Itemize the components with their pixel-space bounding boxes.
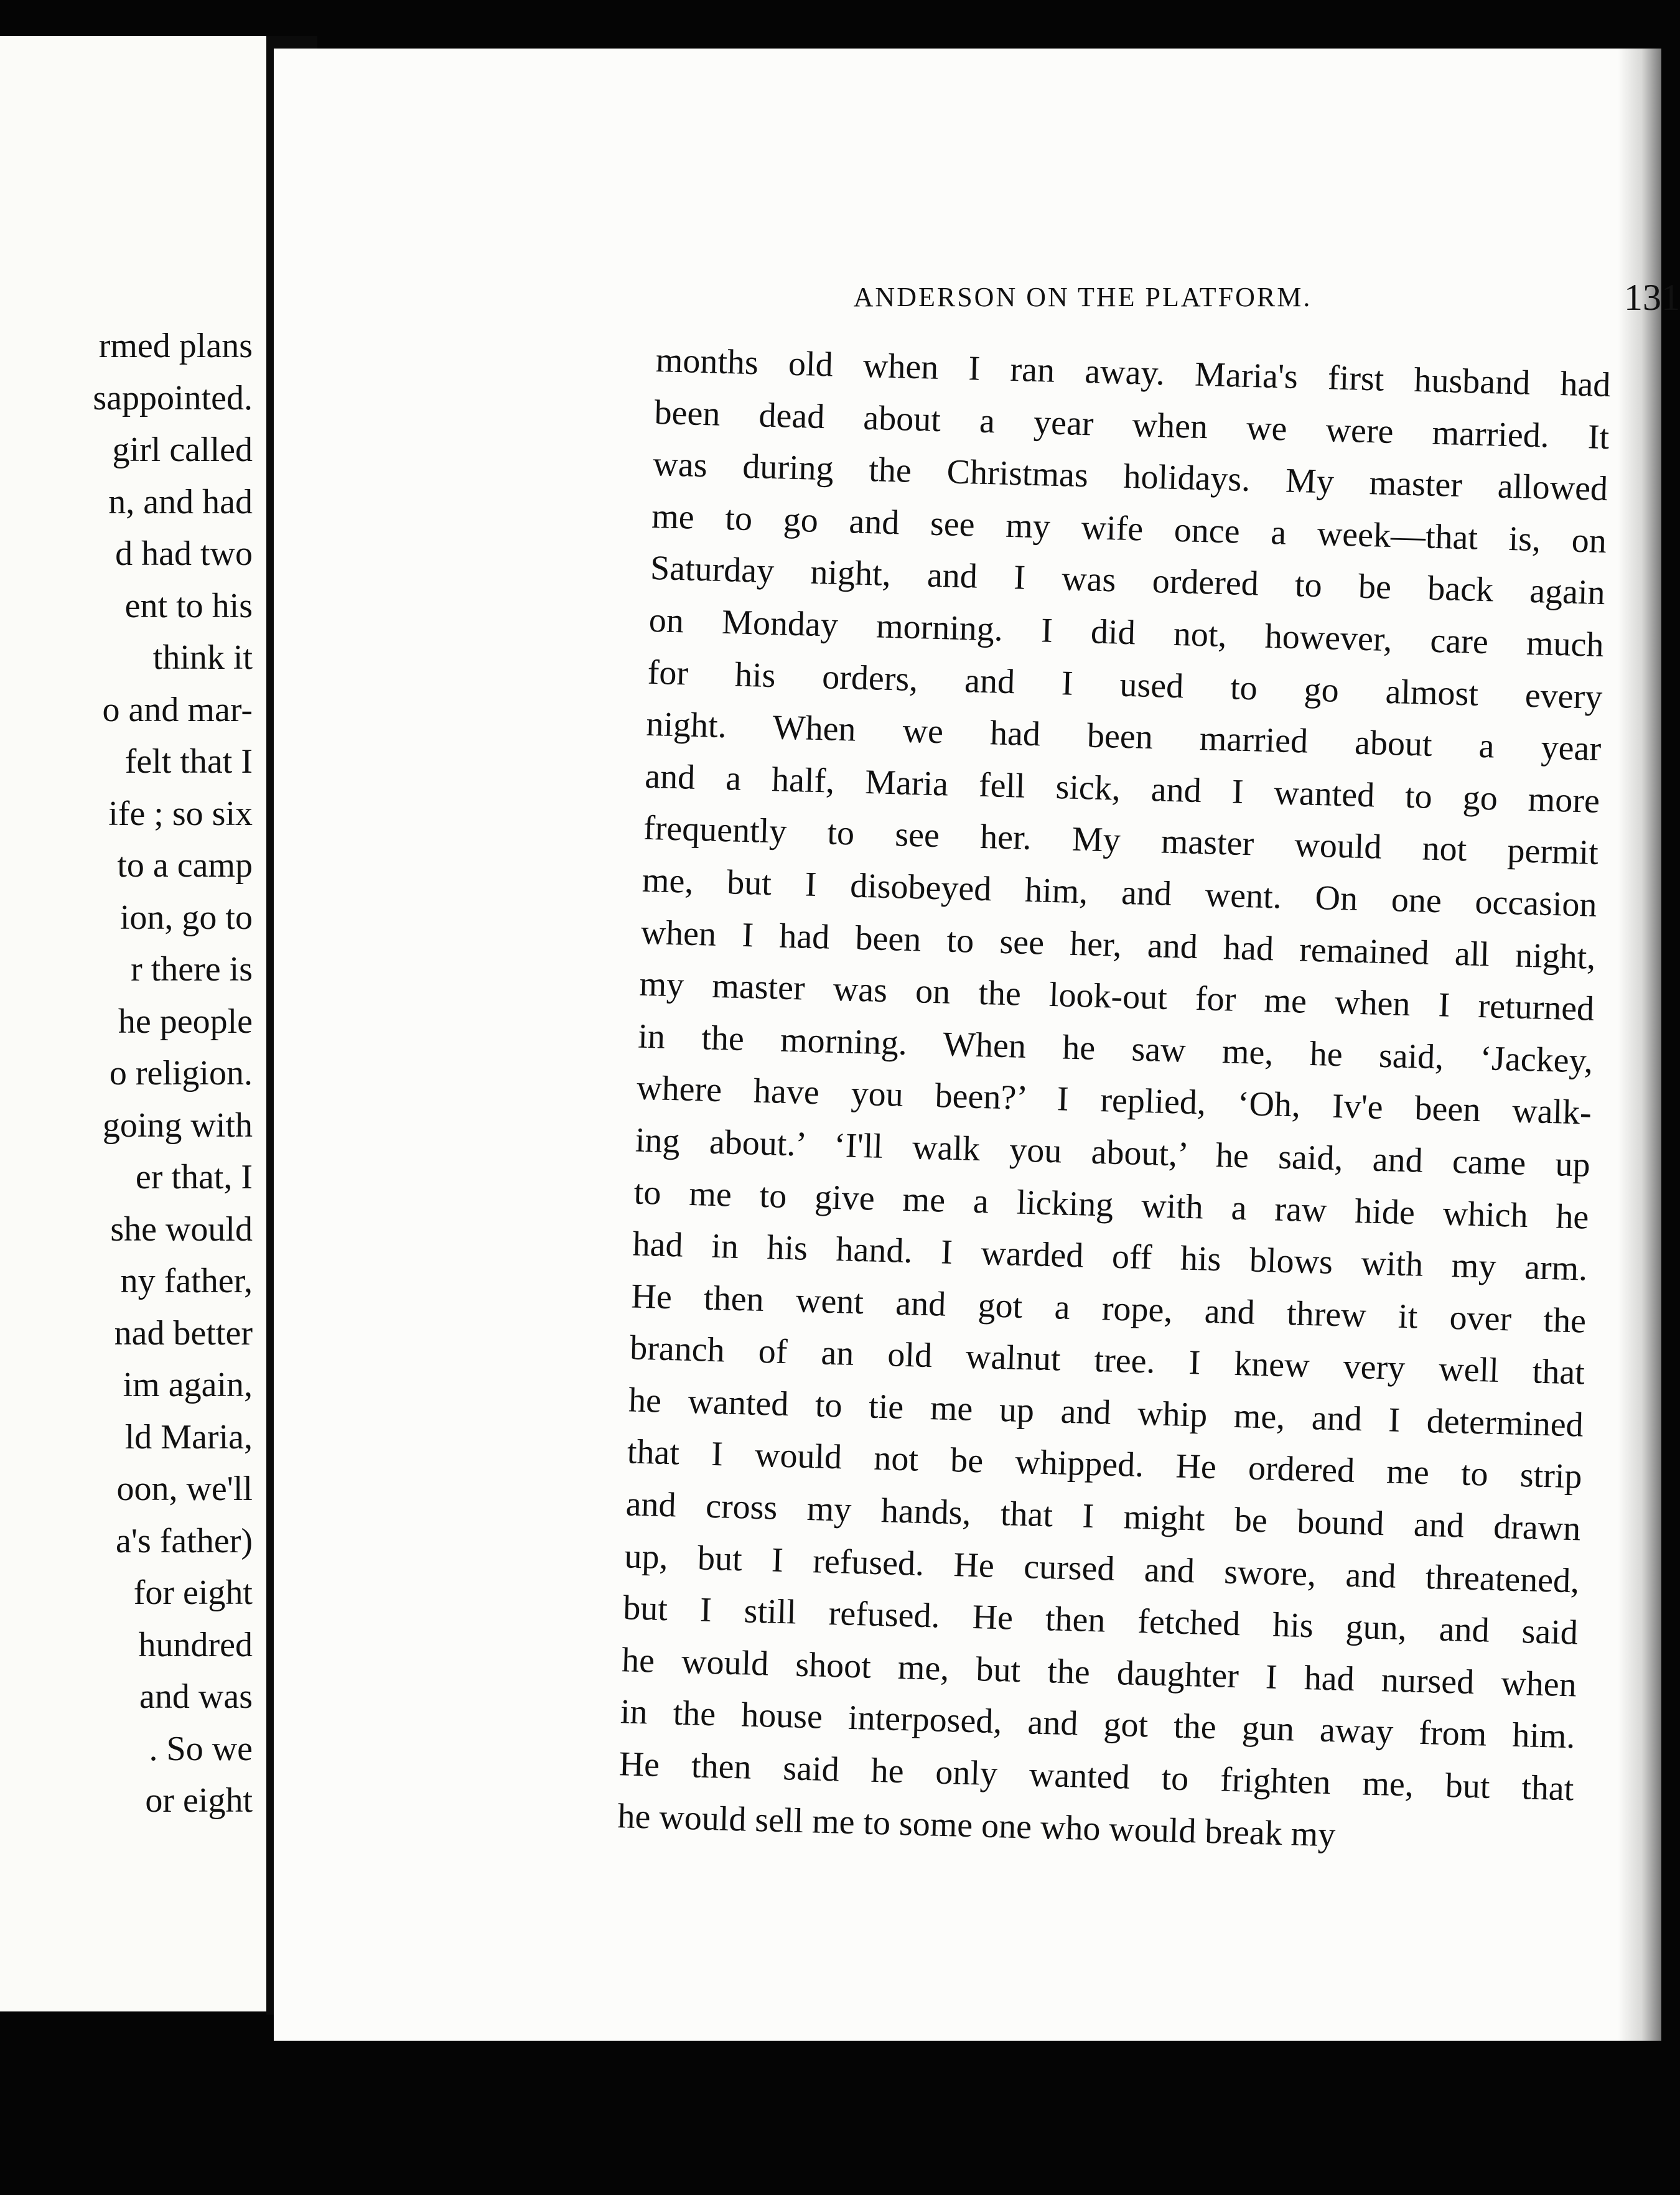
body-text-line: but I still refused. He then fetched his gun, and said (622, 1588, 1579, 1652)
body-text-line: he would shoot me, but the daughter I had nursed when (621, 1641, 1577, 1705)
body-text-line: on Monday morning. I did not, however, care much (648, 600, 1605, 664)
body-text-line: branch of an old walnut tree. I knew very well that (629, 1328, 1585, 1392)
right-page (274, 49, 1680, 2046)
left-text-line: ld Maria, (124, 1417, 253, 1456)
left-text-line: to a camp (117, 846, 253, 885)
left-text-line: felt that I (124, 742, 253, 781)
body-text-line: frequently to see her. My master would not permit (643, 809, 1599, 873)
left-text-line: ent to his (124, 586, 253, 625)
left-text-line: d had two (115, 534, 253, 573)
body-text-line: Saturday night, and I was ordered to be back again (650, 549, 1606, 613)
left-text-line: n, and had (108, 482, 253, 521)
body-text-line: ing about.’ ‘I'll walk you about,’ he said, and came up (635, 1121, 1591, 1185)
body-text-line: my master was on the look-out for me when I returned (638, 964, 1595, 1028)
left-text-line: for eight (133, 1573, 253, 1612)
body-text (617, 335, 1612, 1868)
left-text-line: think it (152, 638, 253, 677)
left-text-line: he people (118, 1002, 253, 1041)
running-title: ANDERSON ON THE PLATFORM. (853, 282, 1312, 312)
body-text-line: had in his hand. I warded off his blows with my arm. (632, 1224, 1589, 1289)
left-text-line: o religion. (109, 1054, 253, 1093)
left-text-line: er that, I (135, 1158, 253, 1196)
left-text-line: oon, we'll (116, 1470, 253, 1508)
left-text-line: rmed plans (98, 327, 253, 365)
left-text-line: going with (102, 1106, 253, 1145)
left-text-line: or eight (145, 1781, 253, 1820)
body-text-line: me, but I disobeyed him, and went. On one occasion (642, 860, 1598, 925)
body-text-line: me to go and see my wife once a week—that is, on (651, 496, 1607, 561)
body-text-line: been dead about a year when we were married. It (653, 393, 1610, 457)
left-page (0, 36, 270, 2011)
body-text-line: up, but I refused. He cursed and swore, and threatened, (623, 1536, 1580, 1601)
left-text-line: im again, (123, 1366, 253, 1404)
body-text-line: he would sell me to some one who would break my (617, 1796, 1337, 1855)
left-text-line: a's father) (116, 1521, 253, 1560)
body-text-line: and a half, Maria fell sick, and I wanted to go more (644, 757, 1600, 821)
page-number: 131 (1624, 277, 1680, 318)
left-text-line: nad better (114, 1313, 253, 1353)
body-text-line: and cross my hands, that I might be bound and drawn (625, 1484, 1582, 1549)
body-text-line: He then said he only wanted to frighten me, but that (618, 1745, 1575, 1809)
body-text-line: to me to give me a licking with a raw hide which he (633, 1173, 1590, 1237)
left-text-line: she would (110, 1209, 253, 1249)
left-text-line: and was (139, 1677, 253, 1716)
left-text-line: hundred (138, 1625, 253, 1664)
left-text-line: . So we (149, 1729, 253, 1768)
scan-bottom-margin (0, 2041, 1678, 2195)
left-text-line: ion, go to (119, 898, 253, 937)
left-text-line: o and mar- (102, 690, 253, 729)
left-text-line: ny father, (120, 1262, 253, 1300)
left-text-line: girl called (112, 431, 253, 469)
body-text-line: for his orders, and I used to go almost every (646, 653, 1603, 717)
page-header (610, 273, 1680, 322)
page-edge-shadow (1618, 49, 1661, 2046)
left-text-line: ife ; so six (108, 794, 253, 833)
body-text-line: in the morning. When he saw me, he said, ‘Jackey, (637, 1017, 1594, 1081)
body-text-line: He then went and got a rope, and threw it over the (630, 1277, 1587, 1341)
body-text-line: when I had been to see her, and had remained all night, (640, 913, 1597, 977)
body-text-line: night. When we had been married about a year (645, 704, 1602, 769)
body-text-line: months old when I ran away. Maria's first husband had (655, 340, 1612, 405)
body-text-line: that I would not be whipped. He ordered me to strip (627, 1432, 1583, 1497)
body-text-line: where have you been?’ I replied, ‘Oh, Iv'e been walk- (636, 1068, 1592, 1133)
left-text-line: r there is (131, 950, 253, 989)
body-text-line: was during the Christmas holidays. My master allowed (652, 445, 1608, 509)
body-text-line: in the house interposed, and got the gun away from him. (620, 1692, 1576, 1756)
body-text-line: he wanted to tie me up and whip me, and I determined (628, 1381, 1584, 1445)
left-text-line: sappointed. (93, 378, 253, 417)
